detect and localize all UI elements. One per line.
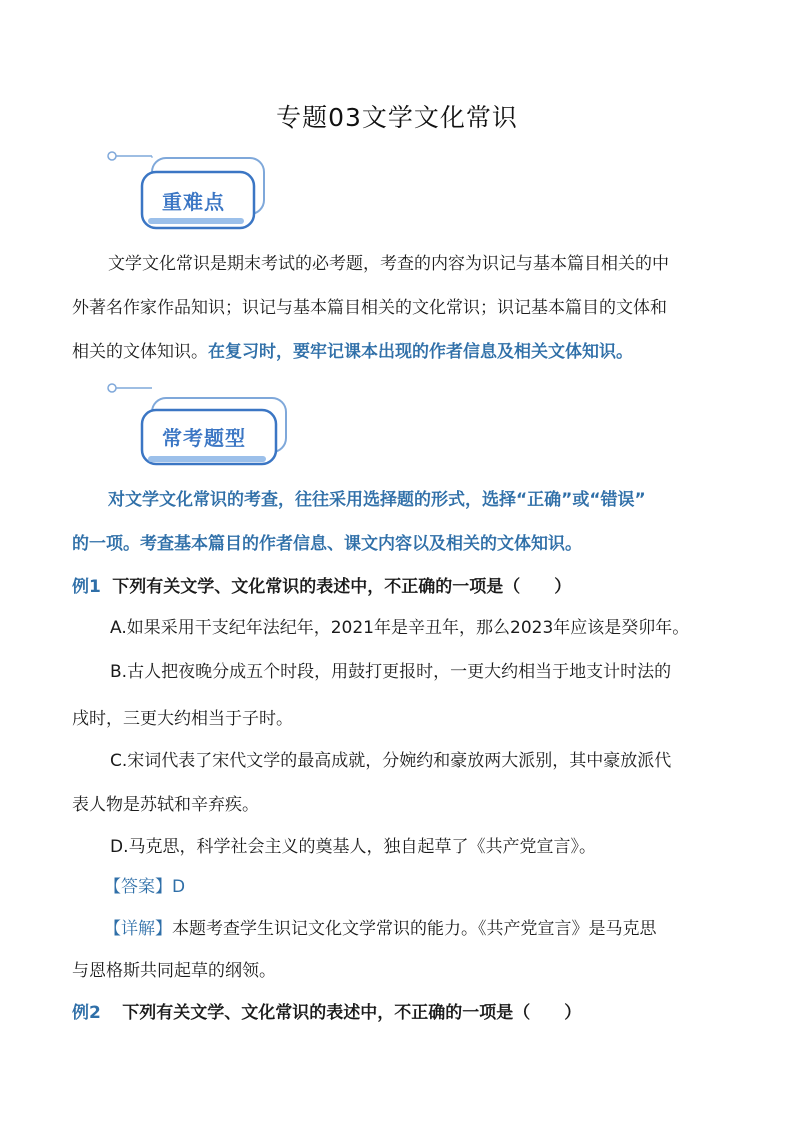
detail-label: 【详解】 <box>104 919 172 939</box>
detail-cont: 与恩格斯共同起草的纲领。 <box>72 961 276 981</box>
section-badge-common-types <box>104 380 304 470</box>
intro-text: 相关的文体知识。 <box>72 342 208 362</box>
example-2-question <box>72 998 581 1023</box>
example-1-question <box>72 572 571 597</box>
option-a: A.如果采用干支纪年法纪年，2021年是辛丑年，那么2023年应该是癸卯年。 <box>110 618 690 638</box>
intro-emphasis: 在复习时，要牢记课本出现的作者信息及相关文体知识。 <box>208 342 633 362</box>
types-line: 对文学文化常识的考查，往往采用选择题的形式，选择“正确”或“错误” <box>108 490 646 510</box>
example-label: 例2 <box>72 1003 101 1023</box>
question-text: 下列有关文学、文化常识的表述中，不正确的一项是（ ） <box>112 577 572 597</box>
answer-label: 【答案】 <box>104 877 172 897</box>
option-b-cont: 戌时，三更大约相当于子时。 <box>72 709 293 729</box>
intro-line: 外著名作家作品知识；识记与基本篇目相关的文化常识；识记基本篇目的文体和 <box>72 298 667 318</box>
types-line: 的一项。考查基本篇目的作者信息、课文内容以及相关的文体知识。 <box>72 534 582 554</box>
page-title: 专题03文学文化常识 <box>276 103 518 132</box>
intro-paragraph <box>72 242 732 374</box>
section-label: 重难点 <box>162 190 225 214</box>
answer-value: D <box>172 877 186 897</box>
answer-line <box>104 872 185 897</box>
example-label: 例1 <box>72 577 101 597</box>
detail-line <box>104 914 657 939</box>
option-c-cont: 表人物是苏轼和辛弃疾。 <box>72 795 259 815</box>
section-label: 常考题型 <box>162 426 246 450</box>
question-text: 下列有关文学、文化常识的表述中，不正确的一项是（ ） <box>122 1003 582 1023</box>
section-badge-key-points <box>104 148 304 238</box>
question-types-paragraph <box>72 478 732 566</box>
option-b: B.古人把夜晚分成五个时段，用鼓打更报时，一更大约相当于地支计时法的 <box>110 662 672 682</box>
intro-line: 文学文化常识是期末考试的必考题，考查的内容为识记与基本篇目相关的中 <box>108 254 669 274</box>
option-d: D.马克思，科学社会主义的奠基人，独自起草了《共产党宣言》。 <box>110 837 596 857</box>
example-1-options <box>110 606 750 694</box>
detail-text: 本题考查学生识记文化文学常识的能力。《共产党宣言》是马克思 <box>172 919 657 939</box>
option-c: C.宋词代表了宋代文学的最高成就，分婉约和豪放两大派别，其中豪放派代 <box>110 751 672 771</box>
intro-line <box>72 330 732 374</box>
